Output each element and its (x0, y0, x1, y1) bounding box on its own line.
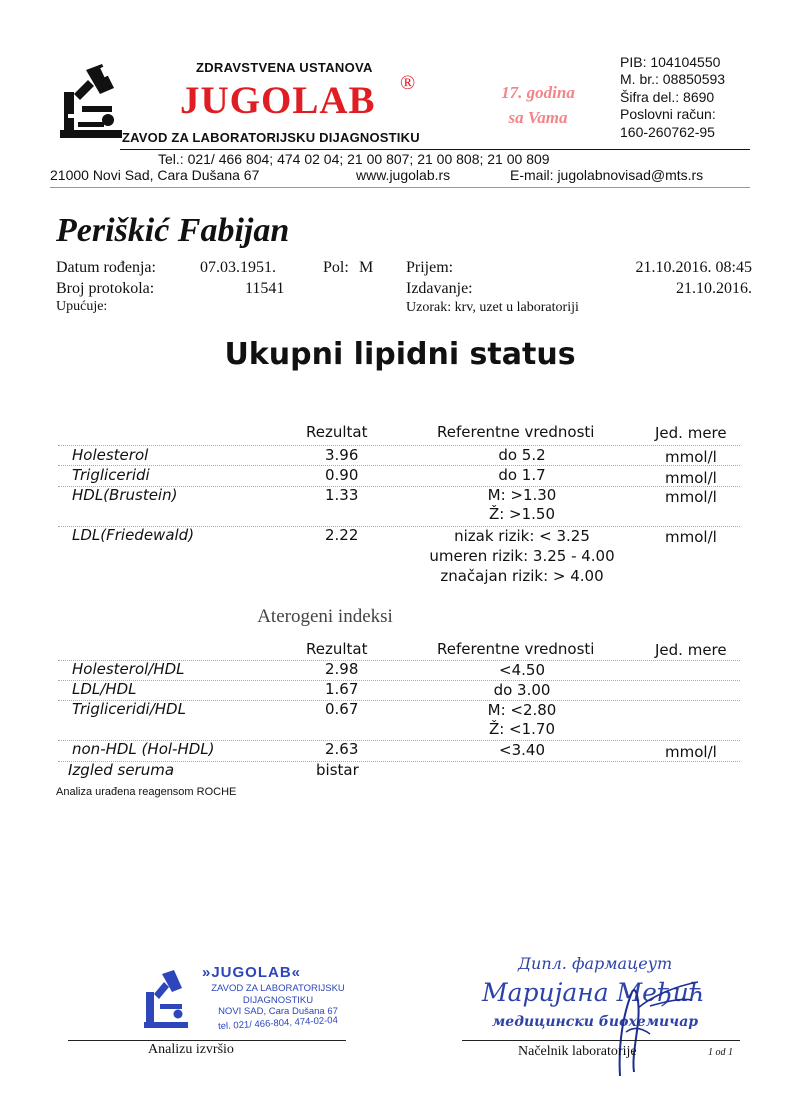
contact-divider (50, 187, 750, 188)
index-reference: <4.50 (499, 661, 545, 679)
analysis-note: Analiza urađena reagensom ROCHE (56, 786, 237, 798)
institution-subtitle: ZAVOD ZA LABORATORIJSKU DIJAGNOSTIKU (122, 130, 420, 145)
signature-line-left (68, 1040, 346, 1041)
company-id-line: Poslovni račun: (620, 106, 716, 123)
analyte-result: 1.33 (325, 486, 359, 504)
row-divider (58, 680, 740, 681)
patient-name: Periškić Fabijan (56, 212, 290, 249)
company-id-line: 160-260762-95 (620, 123, 715, 140)
analyte-reference: umeren rizik: 3.25 - 4.00 (429, 547, 615, 565)
dob-label: Datum rođenja: (56, 259, 156, 276)
footer-lab-head: Načelnik laboratorije (518, 1044, 637, 1059)
registered-mark: ® (400, 72, 416, 94)
analyte-reference: do 5.2 (498, 446, 546, 464)
stamp-line: tel. 021/ 466-804, 474-02-04 (217, 1014, 339, 1032)
email: E-mail: jugolabnovisad@mts.rs (510, 167, 704, 183)
sample-info: Uzorak: krv, uzet u laboratoriji (406, 300, 579, 315)
signature-title: Дипл. фармацеут (518, 954, 673, 973)
index-result: bistar (316, 761, 359, 779)
stamp-text (200, 983, 356, 1032)
section-title: Aterogeni indeksi (257, 606, 393, 627)
analyte-unit: mmol/l (665, 488, 717, 506)
signature-role: медицински биохемичар (492, 1014, 699, 1030)
protocol-value: 11541 (245, 280, 285, 297)
protocol-label: Broj protokola: (56, 280, 155, 297)
col-header-unit: Jed. mere (655, 641, 727, 659)
website: www.jugolab.rs (356, 167, 451, 183)
header-divider (120, 149, 750, 150)
brand-name: JUGOLAB (180, 79, 376, 122)
company-ids (620, 54, 725, 141)
index-reference: <3.40 (499, 741, 545, 759)
anniversary-line-2: sa Vama (508, 108, 568, 127)
analyte-reference: Ž: >1.50 (488, 505, 556, 523)
report-title: Ukupni lipidni status (224, 337, 576, 372)
address: 21000 Novi Sad, Cara Dušana 67 (50, 167, 260, 183)
page-number: 1 od 1 (708, 1047, 733, 1058)
analyte-reference: nizak rizik: < 3.25 (454, 527, 590, 545)
anniversary-line-1: 17. godina (501, 83, 575, 102)
handwritten-signature (580, 972, 710, 1082)
index-result: 2.98 (325, 660, 359, 678)
anniversary-badge (478, 80, 598, 130)
microscope-logo-icon (58, 62, 124, 140)
institution-type: ZDRAVSTVENA USTANOVA (196, 60, 373, 75)
index-name: Holesterol/HDL (72, 660, 185, 678)
dob-value: 07.03.1951. (200, 259, 276, 276)
stamp-line: DIJAGNOSTIKU (242, 994, 314, 1006)
phone-numbers: Tel.: 021/ 466 804; 474 02 04; 21 00 807; 21 00 808; 21 00 809 (158, 151, 550, 167)
col-header-unit: Jed. mere (655, 424, 727, 442)
received-label: Prijem: (406, 259, 454, 276)
col-header-result: Rezultat (306, 423, 368, 441)
col-header-reference: Referentne vrednosti (437, 640, 595, 658)
sex-label: Pol: (323, 259, 349, 276)
index-result: 2.63 (325, 740, 359, 758)
referrer-label: Upućuje: (56, 299, 108, 314)
analyte-name: Trigliceridi (72, 466, 150, 484)
index-reference: M: <2.80 (487, 701, 557, 719)
analyte-unit: mmol/l (665, 469, 717, 487)
stamp-microscope-icon (142, 968, 190, 1030)
index-reference: do 3.00 (493, 681, 551, 699)
index-result: 1.67 (325, 680, 359, 698)
analyte-name: LDL(Friedewald) (72, 526, 195, 544)
footer-performed-by: Analizu izvršio (148, 1042, 234, 1057)
issued-label: Izdavanje: (406, 280, 473, 297)
company-id-line: PIB: 104104550 (620, 54, 721, 70)
company-id-line: M. br.: 08850593 (620, 71, 726, 88)
row-divider (58, 445, 740, 446)
analyte-unit: mmol/l (665, 448, 717, 466)
analyte-result: 3.96 (325, 446, 359, 464)
stamp-brand: »JUGOLAB« (202, 964, 302, 981)
index-result: 0.67 (325, 700, 359, 718)
index-reference: Ž: <1.70 (488, 720, 556, 738)
analyte-reference: M: >1.30 (487, 486, 557, 504)
issued-value: 21.10.2016. (676, 280, 752, 297)
company-id-line: Šifra del.: 8690 (620, 88, 715, 105)
index-name: Izgled seruma (68, 761, 175, 779)
stamp-line: ZAVOD ZA LABORATORIJSKU (211, 983, 345, 994)
analyte-name: Holesterol (72, 446, 149, 464)
sex-value: M (359, 259, 374, 276)
col-header-reference: Referentne vrednosti (437, 423, 595, 441)
analyte-result: 2.22 (325, 526, 359, 544)
analyte-unit: mmol/l (665, 528, 717, 546)
analyte-reference: značajan rizik: > 4.00 (440, 567, 604, 585)
stamp-line: NOVI SAD, Cara Dušana 67 (218, 1006, 338, 1017)
index-unit: mmol/l (665, 743, 717, 761)
row-divider (58, 465, 740, 466)
received-value: 21.10.2016. 08:45 (635, 259, 752, 276)
analyte-result: 0.90 (325, 466, 359, 484)
signature-name: Маријана Међић (482, 978, 705, 1007)
index-name: LDL/HDL (72, 680, 137, 698)
analyte-name: HDL(Brustein) (72, 486, 178, 504)
col-header-result: Rezultat (306, 640, 368, 658)
signature-line-right (462, 1040, 740, 1041)
analyte-reference: do 1.7 (498, 466, 546, 484)
index-name: Trigliceridi/HDL (72, 700, 186, 718)
index-name: non-HDL (Hol-HDL) (72, 740, 215, 758)
